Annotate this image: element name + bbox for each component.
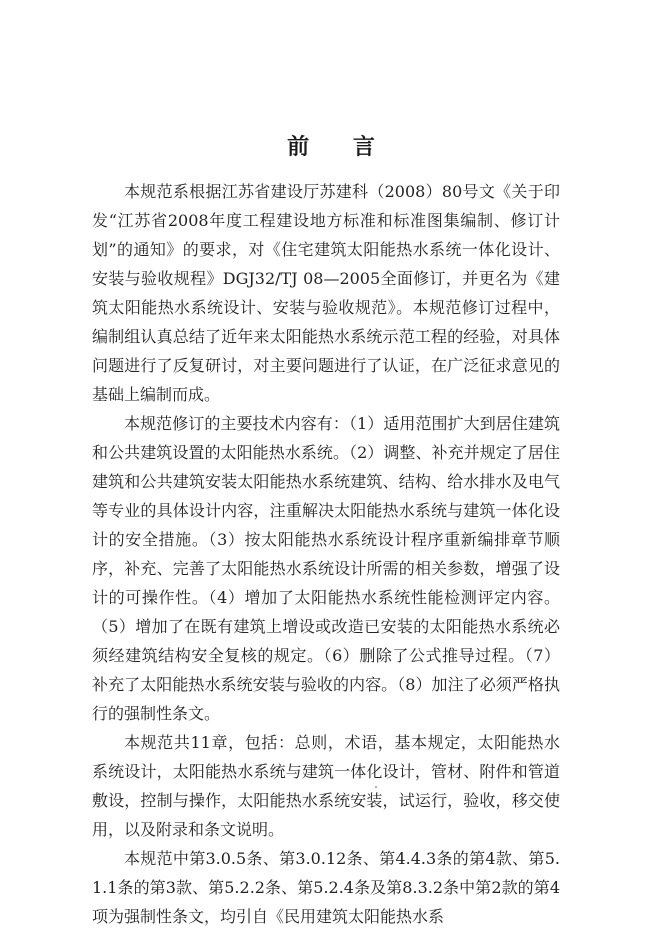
paragraph-chapters: 本规范共11章，包括：总则，术语，基本规定，太阳能热水系统设计，太阳能热水系统与建筑一体化设计，管材、附件和管道敷设，控制与操作，太阳能热水系统安装，试运行，验收，移交使用，以及附录和条文说明。 bbox=[92, 733, 560, 839]
page-title: 前 言 bbox=[287, 134, 393, 160]
paragraph-revisions: 本规范修订的主要技术内容有：（1）适用范围扩大到居住建筑和公共建筑设置的太阳能热水系统。（2）调整、补充并规定了居住建筑和公共建筑安装太阳能热水系统建筑、结构、给水排水及电气等专业的具体设计内容，注重解决太阳能热水系统与建筑一体化设计的安全措施。（3）按太阳能热水系统设计程序重新编排章节顺序，补充、完善了太阳能热水系统设计所需的相关参数，增强了设计的可操作性。（4）增加了太阳能热水系统性能检测评定内容。（5）增加了在既有建筑上增设或改造已安装的太阳能热水系统必须经建筑结构安全复核的规定。（6）删除了公式推导过程。（7）补充了太阳能热水系统安装与验收的内容。（8）加注了必须严格执行的强制性条文。 bbox=[92, 414, 560, 723]
paragraph-intro: 本规范系根据江苏省建设厅苏建科（2008）80号文《关于印发“江苏省2008年度工程建设地方标准和标准图集编制、修订计划”的通知》的要求，对《住宅建筑太阳能热水系统一体化设计、安装与验收规程》DGJ32/TJ 08—2005全面修订，并更名为《建筑太阳能热水系统设计、安装与验收规范》。本规范修订过程中，编制组认真总结了近年来太阳能热水系统示范工程的经验，对具体问题进行了反复研讨，对主要问题进行了认证，在广泛征求意见的基础上编制而成。 bbox=[92, 182, 560, 404]
paragraph-mandatory-clauses: 本规范中第3.0.5条、第3.0.12条、第4.4.3条的第4款、第5.1.1条的第3款、第5.2.2条、第5.2.4条及第8.3.2条中第2款的第4项为强制性条文，均引自《民用建筑太阳能热水系 bbox=[92, 849, 560, 926]
scan-speck bbox=[375, 786, 377, 788]
document-body bbox=[92, 177, 560, 931]
